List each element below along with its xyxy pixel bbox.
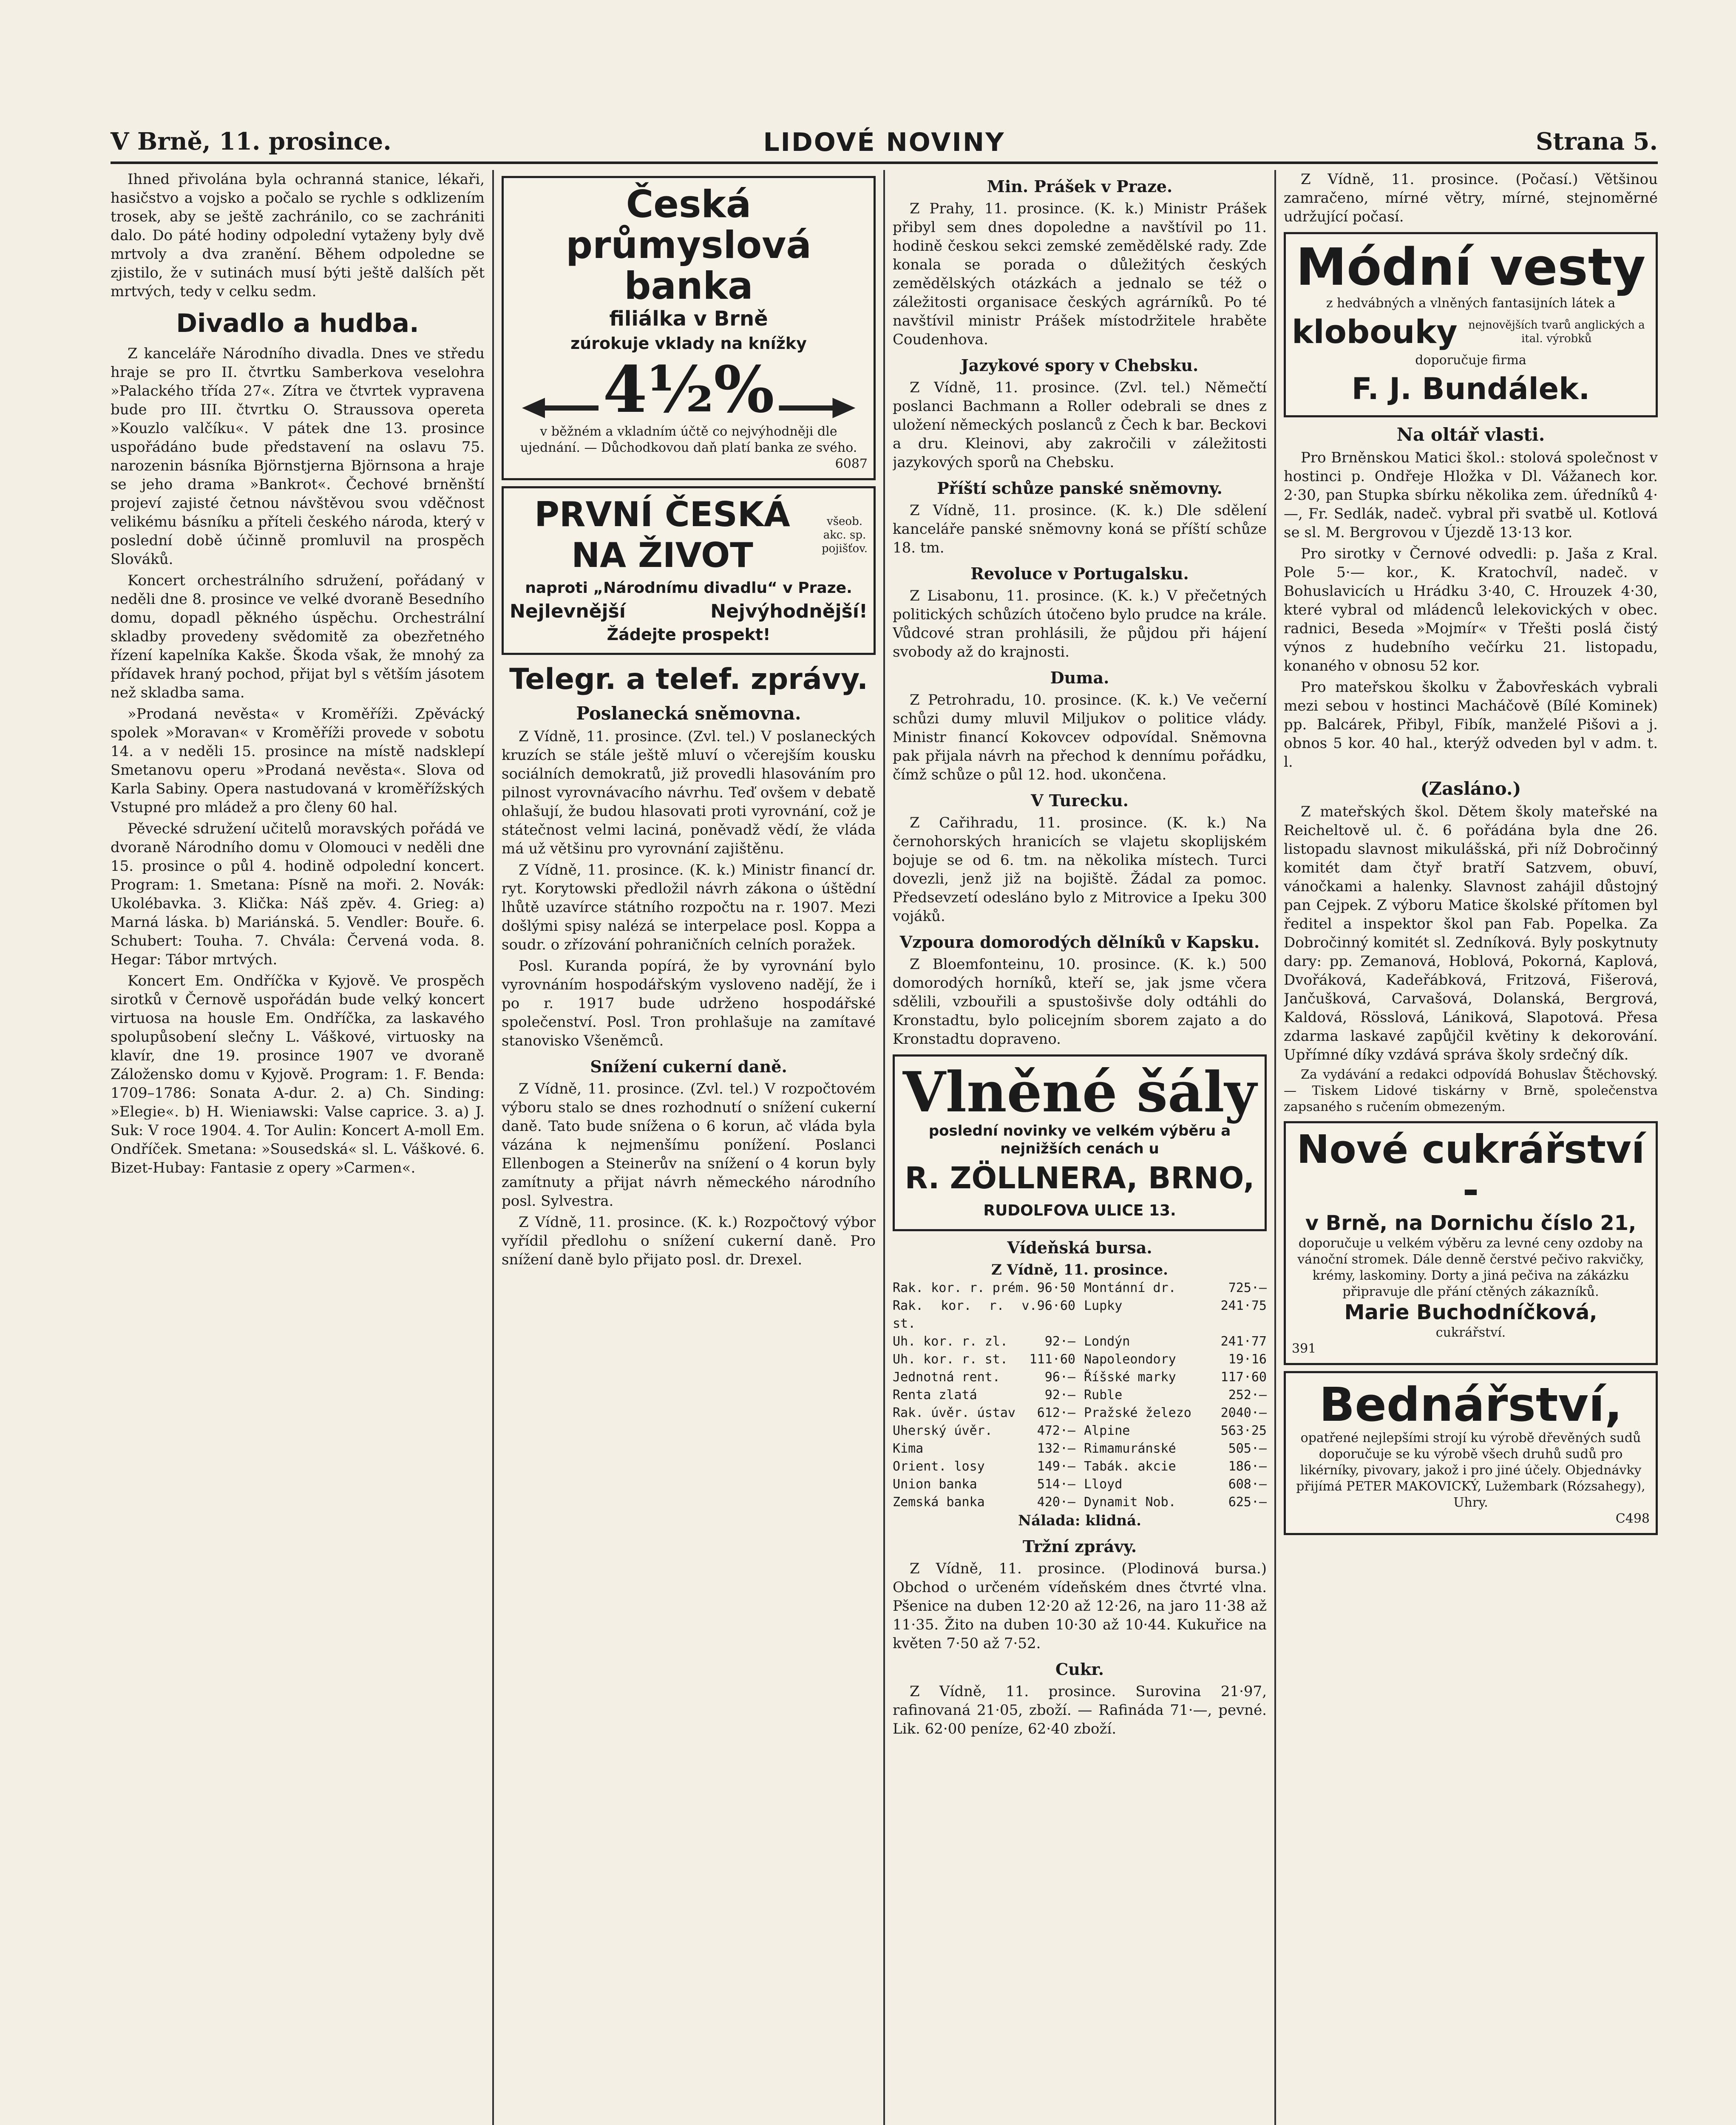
article-jazykove: Z Vídně, 11. prosince. (Zvl. tel.) Němečtí poslanci Bachmann a Roller odebrali se dnes z uložení německých poslanců z Čech k bar. Beckovi a dru. Kleinovi, aby zakročili v záležitosti jazykových sporů na Chebsku. <box>893 379 1267 471</box>
ad-cukrar-name: Marie Buchodníčková, <box>1344 1300 1597 1324</box>
article-drexel: Z Vídně, 11. prosince. (K. k.) Rozpočtový výbor vyřídil předlohu o snížení cukerní daně. Pro snížení daně bylo přijato posl. dr. Drexel. <box>502 1214 876 1268</box>
ad-zollner-street: RUDOLFOVA ULICE 13. <box>983 1202 1176 1219</box>
ad-vesty-sub: z hedvábných a vlněných fantasijních látek a <box>1326 296 1616 311</box>
article-vynov: Z Vídně, 11. prosince. (K. k.) Ministr financí dr. ryt. Korytowski předložil návrh zákona o úštědní lhůtě uzavírce státního rozpočtu na r. 1907. Mezi došlými spisy nalézá se interpelace posl. Koppa a soudr. o zřízování pohraničních celních poražek. <box>502 861 876 953</box>
subtitle-prisi: Příští schůze panské sněmovny. <box>937 479 1223 498</box>
subtitle-portugal: Revoluce v Portugalsku. <box>970 564 1189 583</box>
article-portugal: Z Lisabonu, 11. prosince. (K. k.) V přečetných politických schůzích útočeno bylo prudce na krále. Vůdcové stran prohlásili, že půjdou při hájení svobody až do krajnosti. <box>893 587 1267 660</box>
article-trzni: Z Vídně, 11. prosince. (Plodinová bursa.) Obchod o určeném vídeňském dnes čtvrté vlna. Pšenice na duben 12·20 až 12·26, na jaro 11·38 až 11·35. Žito na duben 10·30 až 10·44. Kukuřice na květen 7·50 až 7·52. <box>893 1560 1267 1652</box>
table-row: Rak. kor. r. v. st. 96·60 <box>893 1298 1075 1331</box>
article-divadlo: Z kanceláře Národního divadla. Dnes ve středu hraje se pro II. čtvrtku Samberkova veselohra »Palackého třída 27«. Zítra ve čtvrtek vypravena bude pro III. čtvrtku O. Straussova opereta »Kouzlo valčíku«. V pátek dne 13. prosince uspořádáno bude představení na oslavu 75. narozenin básníka Björnstjerna Björnsona a hraje se jeho drama »Bankrot«. Čechové brněnští projeví zajisté četnou návštěvou svou vděčnost velikému básníku a příteli českého národa, který v poslední době účinně promluvil na prospěch Slováků. <box>111 345 485 568</box>
article-ondricka: Koncert Em. Ondříčka v Kyjově. Ve prospěch sirotků v Černově uspořádán bude velký koncert virtuosa na housle Em. Ondříčka, za laskavého spolupůsobení slečny L. Váškové, virtuosky na klavír, dne 19. prosince 1907 ve dvoraně Záložensko domu v Kyjově. Program: 1. F. Benda: 1709–1786: Sonata A-dur. 2. a) Ch. Sinding: »Elegie«. b) H. Wieniawski: Valse caprice. 3. a) J. Suk: V roce 1904. 4. Tor Aulin: Koncert A-moll Em. Ondříček. Smetana: »Sousedská« sl. L. Váškové. 6. Bizet-Hubay: Fantasie z opery »Carmen«. <box>111 972 485 1176</box>
article-pevecke: Pěvecké sdružení učitelů moravských pořádá ve dvoraně Národního domu v Olomouci v neděli dne 15. prosince o půl 4. hodině odpolední koncert. Program: 1. Smetana: Písně na moři. 2. Novák: Ukolébavka. 3. Klička: Náš zpěv. 4. Grieg: a) Marná láska. b) Mariánská. 5. Vendler: Bouře. 6. Schubert: Touha. 7. Chvála: Červená voda. 8. Hegar: Tábor mrtvých. <box>111 820 485 968</box>
ad-insurance <box>502 486 876 655</box>
table-row: Rak. kor. r. prém. 96·50 <box>893 1281 1075 1295</box>
article-cukr: Z Vídně, 11. prosince. Surovina 21·97, rafinovaná 21·05, zboží. — Rafináda 71·—, pevné. Lik. 62·00 peníze, 62·40 zboží. <box>893 1683 1267 1737</box>
ad-cukrar-body: doporučuje u velkém výběru za levné ceny ozdoby na vánoční stromek. Dále denně čerstvé pečivo rakvičky, krémy, laskominy. Dorty a jiná pečiva na zákázku připravuje dle přání ctěných zákazníků. <box>1297 1236 1644 1299</box>
article-redakce: Za vydávání a redakci odpovídá Bohuslav Štěchovský. — Tiskem Lidové tiskárny v Brně, společenstva zapsaného s ručením obmezeným. <box>1284 1067 1658 1114</box>
ad-vesty-firm: F. J. Bundálek. <box>1351 371 1590 406</box>
masthead <box>111 123 1658 164</box>
article-prasek: Z Prahy, 11. prosince. (K. k.) Ministr Prášek přibyl sem dnes dopoledne a navštívil po 11. hodině českou sekci zemské zemědělské rady. Zde konala se porada o důležitých českých zemědělských otázkách a jednalo se též o záležitosti organisace českých agrárníků. Po té navštívil ministr Prášek místodržitele hraběte Coudenhova. <box>893 200 1267 348</box>
subtitle-prasek: Min. Prášek v Praze. <box>987 177 1173 196</box>
table-row: Alpine 563·25 <box>1084 1423 1267 1438</box>
table-row: Uherský úvěr. 472·— <box>893 1423 1075 1438</box>
ad-bednar-title: Bednářství, <box>1319 1377 1623 1432</box>
table-row: Rimamuránské 505·— <box>1084 1441 1267 1456</box>
article-vzpoura: Z Bloemfonteinu, 10. prosince. (K. k.) 500 domorodých horníků, kteří se, jak jsme včera sdělili, vzbouřili a spustošivše doly odtáhli do Kronstadtu, bylo policejním sborem zajato a do Kronstadtu dopraveno. <box>893 956 1267 1048</box>
article-intro: Ihned přivolána byla ochranná stanice, lékaři, hasičstvo a vojsko a počalo se rychle s odklizením trosek, aby se ještě zachránilo, co se zachrániti dalo. Do páté hodiny odpolední vytaženy byly dvě mrtvoly a dva zranění. Během odpoledne se zjistilo, že v sutinách musí býti ještě dalších pět mrtvých, tedy v celku sedm. <box>111 171 485 300</box>
newspaper-title: LIDOVÉ NOVINY <box>763 128 1005 157</box>
subtitle-jazykove: Jazykové spory v Chebsku. <box>961 356 1199 375</box>
ad-insurance-cta: Žádejte prospekt! <box>607 625 771 644</box>
subtitle-vzpoura: Vzpoura domorodých dělníků v Kapsku. <box>899 932 1260 952</box>
pointing-hand-icon <box>779 395 855 421</box>
column-rule <box>1274 170 1276 2125</box>
table-row: Zemská banka 420·— <box>893 1495 1075 1510</box>
table-row: Lloyd 608·— <box>1084 1477 1267 1492</box>
ad-bednar <box>1284 1371 1658 1535</box>
table-row: Montánní dr. 725·— <box>1084 1281 1267 1295</box>
article-zaslano: Z mateřských škol. Dětem školy mateřské na Reicheltově ul. č. 6 pořádána byla dne 26. listopadu slavnost mikulášská, při níž Dobročinný komitét dam čtyř bratří Satzvem, obuví, vánočkami a halenky. Slavnost zahájil důstojný pan Cejpek. Z výboru Matice školské přítomen byl ředitel a inspektor škol pan Fab. Popelka. Za Dobročinný komitét sl. Zedníková. Byly poskytnuty dary: pp. Zemanová, Hoblová, Pokorná, Kaplová, Dvořáková, Kadeřábková, Fritzová, Fišerová, Jančušková, Carvašová, Dolanská, Bergrová, Kaldová, Rösslová, Lániková, Slapotová. Přesa zdarma laskavé zapůjčil květiny k dekorování. Upřímné díky vzdává správa školy srdečný dík. <box>1284 803 1658 1063</box>
article-pocasi: Z Vídně, 11. prosince. (Počasí.) Většinou zamračeno, mírné větry, mírné, stejnoměrné udržující počasí. <box>1284 171 1658 225</box>
ad-bank <box>502 176 876 480</box>
ad-vesty-title: Módní vesty <box>1296 238 1646 297</box>
article-kuranda: Posl. Kuranda popírá, že by vyrovnání bylo vyrovnáním hospodářským vysloveno nadějí, že i po r. 1917 bude udrženo hospodářské společenství. Posl. Tron prohlašuje na zamítavé stanovisko Všeněmců. <box>502 958 876 1049</box>
ad-cukrar-title: Nové cukrářství - <box>1296 1127 1645 1213</box>
pointing-hand-icon <box>522 395 599 421</box>
ad-vesty <box>1284 232 1658 417</box>
article-oltar: Pro Brněnskou Matici škol.: stolová společnost v hostinci p. Ondřeje Hložka v Dl. Vážanech kor. 2·30, pan Stupka sbírku několika zem. úředníků 4·—, Fr. Sedlák, nadeč. vybral při svatbě ul. Kotlová se sl. M. Bergrovou v Újezdě 13·13 kor. <box>1284 449 1658 541</box>
ad-cukrar-role: cukrářství. <box>1435 1325 1506 1340</box>
column-3 <box>893 170 1267 2125</box>
subtitle-turecko: V Turecku. <box>1031 791 1129 810</box>
table-row: Uh. kor. r. zl. 92·— <box>893 1334 1075 1349</box>
page-number: Strana 5. <box>1535 128 1658 156</box>
ad-vesty-kloboucky: klobouky <box>1292 313 1458 351</box>
subtitle-cukr: Cukr. <box>1055 1660 1104 1679</box>
ad-bednar-num: C498 <box>1615 1511 1650 1526</box>
subtitle-bursa: Vídeňská bursa. <box>1007 1238 1152 1257</box>
table-row: Pražské železo 2040·— <box>1084 1405 1267 1420</box>
ad-bank-branch: filiálka v Brně <box>609 307 768 331</box>
ad-zollner-name: R. ZÖLLNERA, BRNO, <box>905 1161 1255 1196</box>
ad-insurance-left: Nejlevnější <box>510 601 626 622</box>
ad-zollner-sub: poslední novinky ve velkém výběru a nejnižších cenách u <box>928 1122 1231 1157</box>
article-prisi: Z Vídně, 11. prosince. (K. k.) Dle sdělení kanceláře panské sněmovny koná se příští schůze 18. tm. <box>893 502 1267 556</box>
ad-insurance-line: naproti „Národnímu divadlu“ v Praze. <box>525 579 852 597</box>
table-row: Říšské marky 117·60 <box>1084 1370 1267 1385</box>
subtitle-duma: Duma. <box>1050 668 1109 687</box>
bursa-table <box>893 1279 1267 1511</box>
table-row: Jednotná rent. 96·— <box>893 1370 1075 1385</box>
ad-bank-line: zúrokuje vklady na knížky <box>570 334 807 353</box>
ad-zollner-title: Vlněné šály <box>902 1060 1257 1125</box>
table-row: Lupky 241·75 <box>1084 1298 1267 1313</box>
table-row: Dynamit Nob. 625·— <box>1084 1495 1267 1510</box>
subtitle-poslanecka: Poslanecká sněmovna. <box>576 703 801 724</box>
column-2 <box>502 170 876 2125</box>
ad-cukrar-num: 391 <box>1292 1341 1316 1356</box>
subtitle-oltar: Na oltář vlasti. <box>1396 424 1545 445</box>
table-row: Napoleondory 19·16 <box>1084 1352 1267 1367</box>
article-duma: Z Petrohradu, 10. prosince. (K. k.) Ve večerní schůzi dumy mluvil Miljukov o politice vlády. Ministr financí Kokovcev odpovídal. Sněmovna pak přijala návrh na přechod k dennímu pořádku, čímž schůze o půl 12. hod. ukončena. <box>893 691 1267 783</box>
ad-cukrar <box>1284 1121 1658 1365</box>
table-row: Rak. úvěr. ústav 612·— <box>893 1405 1075 1420</box>
article-koncert: Koncert orchestrálního sdružení, pořádaný v neděli dne 8. prosince ve velké dvoraně Besedního domu, dopadl pěkného úspěchu. Orchestrální skladby provedeny svědomitě za obezřetného řízení kapelníka Kakše. Škoda však, že mnohý za přídavek hraný pochod, přijat byl s větším jásotem než skladba sama. <box>111 572 485 701</box>
ad-insurance-title: PRVNÍ ČESKÁ NA ŽIVOT <box>534 495 790 575</box>
table-row: Uh. kor. r. st. 111·60 <box>893 1352 1075 1367</box>
column-rule <box>492 170 494 2125</box>
subtitle-trzni: Tržní zprávy. <box>1022 1537 1137 1556</box>
table-row: Ruble 252·— <box>1084 1388 1267 1402</box>
ad-bank-name: Česká průmyslová banka <box>566 182 811 308</box>
table-row: Renta zlatá 92·— <box>893 1388 1075 1402</box>
table-row: Union banka 514·— <box>893 1477 1075 1492</box>
ad-cukrar-city: v Brně, na Dornichu číslo 21, <box>1305 1211 1637 1235</box>
bursa-note: Nálada: klidná. <box>1018 1512 1141 1529</box>
issue-date: V Brně, 11. prosince. <box>111 128 391 156</box>
article-prodana: »Prodaná nevěsta« v Kroměříži. Zpěvácký spolek »Moravan« v Kroměříži provede v sobotu 14. a v neděli 15. prosince na místě nadsklepí Smetanovu operu »Prodaná nevěsta«. Slova od Karla Sabiny. Opera nastudovaná v kroměřížských Vstupné pro mládež a pro členy 60 hal. <box>111 706 485 816</box>
article-poslanecka: Z Vídně, 11. prosince. (Zvl. tel.) V poslaneckých kruzích se stále ještě mluví o včerejším kousku sociálních demokratů, již provedli hlasováním pro pilnost vyrovnávacího návrhu. Teď ovšem v debatě ohlašují, že budou hlasovati proti vyrovnání, což je státečnost velmi laciná, poněvadž vědí, že vláda má už většinu pro vyrovnání zajištěnu. <box>502 728 876 857</box>
ad-vesty-rec: doporučuje firma <box>1415 353 1526 368</box>
article-snizeni: Z Vídně, 11. prosince. (Zvl. tel.) V rozpočtovém výboru stalo se dnes rozhodnutí o snížení cukerní daně. Tato bude snížena o 6 korun, ač vláda byla vázána k nejmenšímu ponížení. Poslanci Ellenbogen a Steinerův na snížení o 4 korun byly zamítnuty a přijat návrh německého národního posl. Sylvestra. <box>502 1080 876 1210</box>
ad-zollner <box>893 1054 1267 1231</box>
ad-vesty-kl-note: nejnovějších tvarů anglických a ital. výrobků <box>1468 319 1645 345</box>
column-4 <box>1284 170 1658 2125</box>
table-row: Orient. losy 149·— <box>893 1459 1075 1474</box>
ad-insurance-right: Nejvýhodnější! <box>710 601 868 622</box>
ad-bednar-body: opatřené nejlepšími strojí ku výrobě dřevěných sudů doporučuje se ku výrobě všech druhů sudů pro likérníky, pivovary, jakož i pro jiné účely. Objednávky přijímá PETER MAKOVICKÝ, Lužembark (Rózsahegy), Uhry. <box>1296 1431 1645 1510</box>
subtitle-snizeni: Snížení cukerní daně. <box>590 1057 787 1076</box>
table-row: Londýn 241·77 <box>1084 1334 1267 1349</box>
section-title-telegrams: Telegr. a telef. zprávy. <box>509 663 868 696</box>
table-row: Tabák. akcie 186·— <box>1084 1459 1267 1474</box>
subtitle-zaslano: (Zasláno.) <box>1420 778 1521 799</box>
ad-bank-note: v běžném a vkladním účtě co nejvýhodněji dle ujednání. — Důchodkovou daň platí banka ze svého. <box>520 424 857 455</box>
article-materske: Pro mateřskou školku v Žabovřeskách vybrali mezi sebou v hostinci Macháčově (Bílé Kominek) pp. Balcárek, Přibyl, Fibík, manželé Pišovi a j. obnos 5 kor. 40 hal., kterýž odveden byl v adm. t. l. <box>1284 679 1658 771</box>
article-turecko: Z Cařihradu, 11. prosince. (K. k.) Na černohorských hranicích se vlajetu skoplijském bojuje se od 6. tm. na několika místech. Turci dovezli, jenž již na bojiště. Žádal za pomoc. Předsevzetí odesláno bylo z Mitrovice a Ipeku 300 vojáků. <box>893 814 1267 925</box>
column-1 <box>111 170 485 2125</box>
column-rule <box>883 170 885 2125</box>
article-siroty: Pro sirotky v Černové odvedli: p. Jaša z Kral. Pole 5·— kor., K. Kratochvíl, nadeč. v Bohuslavicích u Hrádku 3·40, C. Hrouzek 4·30, které vybral od mládenců lelekovických v obec. radnici, Beseda »Mojmír« v Třešti poslá čistý výnos z hudebního večírku 21. listopadu, konaného v obnosu 52 kor. <box>1284 545 1658 674</box>
ad-bank-number: 6087 <box>835 456 868 471</box>
section-title-divadlo: Divadlo a hudba. <box>176 309 419 338</box>
bursa-date: Z Vídně, 11. prosince. <box>991 1261 1169 1278</box>
ad-insurance-side: všeob. akc. sp. pojišťov. <box>822 515 868 555</box>
table-row: Kima 132·— <box>893 1441 1075 1456</box>
ad-bank-rate: 4½% <box>603 352 774 427</box>
